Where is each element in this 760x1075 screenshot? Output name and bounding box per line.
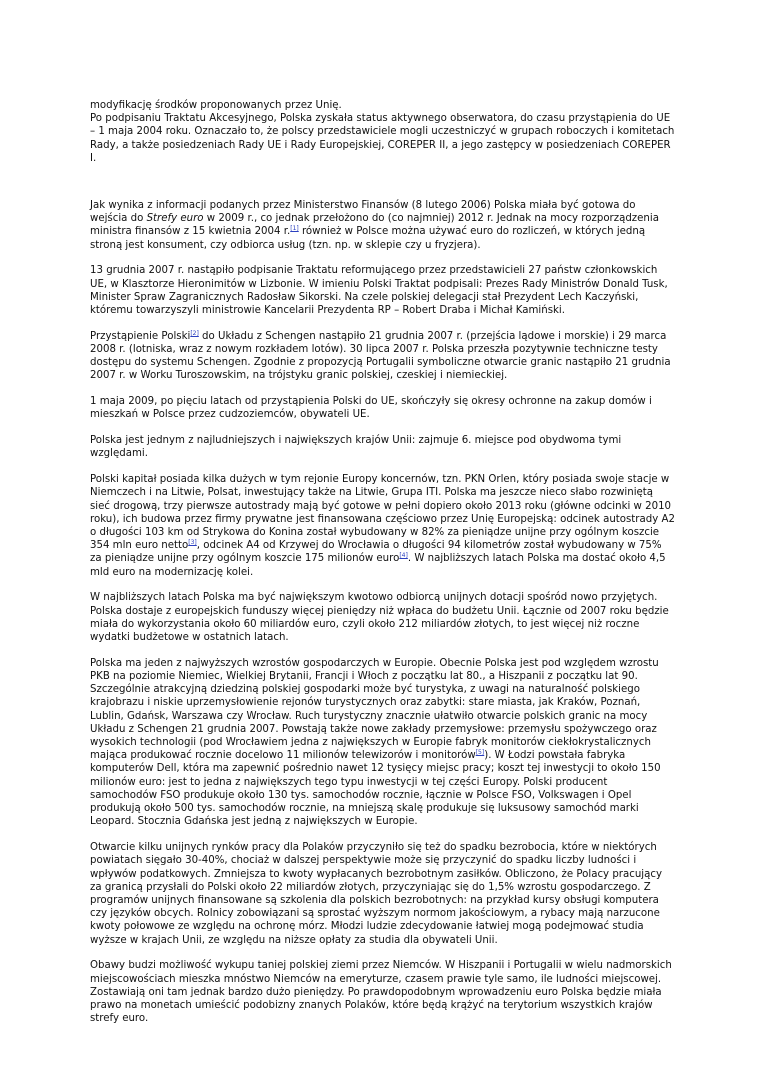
- paragraph-eu-funds: W najbliższych latach Polska ma być największym kwotowo odbiorcą unijnych dotacji spośród nowo przyjętych. Polska dostaje z europejskich funduszy więcej pieniędzy niż wpłaca do budżetu Unii. Łącznie od 2007 roku będzie miała do wykorzystania około 60 miliardów euro, czyli około 212 miliardów złotych, to jest więcej niż roczne wydatki budżetowe w ostatnich latach.: [90, 592, 669, 644]
- paragraph-capital-roads: Polski kapitał posiada kilka dużych w tym rejonie Europy koncernów, tzn. PKN Orlen, który posiada swoje stacje w Niemczech i na Litwie, Polsat, inwestujący także na Litwie, Grupa ITI. Polska ma jeszcze nieco słabo rozwiniętą sieć drogową, trzy pierwsze autostrady mają być gotowe w pełni dopiero około 2013 roku (główne odcinki w 2010 roku), ich budowa przez firmy prywatne jest finansowana częściowo przez Unię Europejską: odcinek autostrady A2 o długości 103 km od Strykowa do Konina został wybudowany w 82% za pieniądze unijne przy ogólnym koszcie 354 mln euro netto[3], odcinek A4 od Krzywej do Wrocławia o długości 94 kilometrów został wybudowany w 75% za pieniądze unijne przy ogólnym koszcie 175 milionów euro[4]. W najbliższych latach Polska ma dostać około 4,5 mld euro na modernizację kolei.: [90, 474, 675, 578]
- paragraph-population: Polska jest jednym z najludniejszych i największych krajów Unii: zajmuje 6. miejsce pod obydwoma tymi względami.: [90, 435, 622, 460]
- footnote-link-2[interactable]: [2]: [190, 329, 199, 337]
- paragraph-eu-measures: modyfikację środków proponowanych przez Unię.: [90, 100, 342, 111]
- footnote-link-4[interactable]: [4]: [399, 552, 408, 560]
- paragraph-euro-zone: Jak wynika z informacji podanych przez Ministerstwo Finansów (8 lutego 2006) Polska miała być gotowa do wejścia do Strefy euro w 2009 r., co jednak przełożono do (co najmniej) 2012 r. Jednak na mocy rozporządzenia ministra finansów z 15 kwietnia 2004 r.[1] również w Polsce można używać euro do rozliczeń, w których jedną stroną jest konsument, czy odbiorca usług (tzn. np. w sklepie czy u fryzjera).: [90, 200, 659, 251]
- paragraph-protection-periods: 1 maja 2009, po pięciu latach od przystąpienia Polski do UE, skończyły się okresy ochronne na zakup domów i mieszkań w Polsce przez cudzoziemców, obywateli UE.: [90, 396, 652, 421]
- paragraph-schengen: Przystąpienie Polski[2] do Układu z Schengen nastąpiło 21 grudnia 2007 r. (przejścia lądowe i morskie) i 29 marca 2008 r. (lotniska, wraz z nowym rozkładem lotów). 30 lipca 2007 r. Polska przeszła pozytywnie techniczne testy dostępu do systemu Schengen. Zgodnie z propozycją Portugalii symboliczne otwarcie granic nastąpiło 21 grudnia 2007 r. w Worku Turoszowskim, na trójstyku granic polskiej, czeskiej i niemieckiej.: [90, 329, 671, 382]
- euro-zone-term: Strefy euro: [146, 213, 204, 225]
- paragraph-economic-growth: Polska ma jeden z najwyższych wzrostów gospodarczych w Europie. Obecnie Polska jest pod względem wzrostu PKB na poziomie Niemiec, Wielkiej Brytanii, Francji i Włoch z początku lat 80., a Hiszpanii z początku lat 90. Szczególnie atrakcyjną dziedziną polskiej gospodarki może być turystyka, z uwagi na naturalność polskiego krajobrazu i niskie uprzemysłowienie rejonów turystycznych oraz zabytki: stare miasta, jak Kraków, Poznań, Lublin, Gdańsk, Warszawa czy Wrocław. Ruch turystyczny znacznie ułatwiło otwarcie polskich granic na mocy Układu z Schengen 21 grudnia 2007. Powstają także nowe zakłady przemysłowe: przemysłu spożywczego oraz wysokich technologii (pod Wrocławiem jedna z największych w Europie fabryk monitorów ciekłokrystalicznych mająca produkować rocznie docelowo 11 milionów telewizorów i monitorów[5]). W Łodzi powstała fabryka komputerów Dell, która ma zapewnić pośrednio nawet 12 tysięcy miejsc pracy; koszt tej inwestycji to około 150 milionów euro: jest to jedna z największych tego typu inwestycji w tej części Europy. Polski producent samochodów FSO produkuje około 130 tys. samochodów rocznie, łącznie w Polsce FSO, Volkswagen i Opel produkują około 500 tys. samochodów rocznie, na mniejszą skalę produkuje się luksusowy samochód marki Leopard. Stocznia Gdańska jest jedną z największych w Europie.: [90, 657, 661, 828]
- paragraph-labor-markets: Otwarcie kilku unijnych rynków pracy dla Polaków przyczyniło się też do spadku bezrobocia, które w niektórych powiatach sięgało 30-40%, chociaż w dalszej perspektywie może się przyczynić do spadku liczby ludności i wpływów podatkowych. Zmniejsza to kwoty wypłacanych bezrobotnym zasiłków. Obliczono, że Polacy pracujący za granicą przysłali do Polski około 22 miliardów złotych, przyczyniając się do 1,5% wzrostu gospodarczego. Z programów unijnych finansowane są szkolenia dla polskich bezrobotnych: na przykład kursy obsługi komputera czy języków obcych. Rolnicy zobowiązani są sprostać wyższym normom jakościowym, a rybacy mają narzucone kwoty połowowe ze względu na ochronę mórz. Młodzi ludzie zdecydowanie łatwiej mogą podejmować studia wyższe w krajach Unii, ze względu na niższe opłaty za studia dla obywateli Unii.: [90, 842, 662, 946]
- document-page: [90, 99, 675, 1038]
- paragraph-accession-treaty: Po podpisaniu Traktatu Akcesyjnego, Polska zyskała status aktywnego obserwatora, do czasu przystąpienia do UE – 1 maja 2004 roku. Oznaczało to, że polscy przedstawiciele mogli uczestniczyć w grupach roboczych i komitetach Rady, a także posiedzeniach Rady UE i Rady Europejskiej, COREPER II, a jego zastępcy w posiedzeniach COREPER I.: [90, 113, 675, 164]
- paragraph-land-concerns: Obawy budzi możliwość wykupu taniej polskiej ziemi przez Niemców. W Hiszpanii i Portugalii w wielu nadmorskich miejscowościach mieszka mnóstwo Niemców na emeryturze, czasem prawie tyle samo, ile ludności miejscowej. Zostawiają oni tam jednak bardzo dużo pieniędzy. Po prawdopodobnym wprowadzeniu euro Polska będzie miała prawo na monetach umieścić podobizny znanych Polaków, które będą krążyć na terytorium wszystkich krajów strefy euro.: [90, 960, 672, 1025]
- footnote-link-1[interactable]: [1]: [290, 225, 299, 233]
- footnote-link-5[interactable]: [5]: [475, 749, 485, 757]
- footnote-link-3[interactable]: [3]: [188, 539, 197, 547]
- paragraph-lisbon-treaty: 13 grudnia 2007 r. nastąpiło podpisanie Traktatu reformującego przez przedstawicieli 27 państw członkowskich UE, w Klasztorze Hieronimitów w Lizbonie. W imieniu Polski Traktat podpisali: Prezes Rady Ministrów Donald Tusk, Minister Spraw Zagranicznych Radosław Sikorski. Na czele polskiej delegacji stał Prezydent Lech Kaczyński, któremu towarzyszyli ministrowie Kancelarii Prezydenta RP – Robert Draba i Michał Kamiński.: [90, 265, 668, 317]
